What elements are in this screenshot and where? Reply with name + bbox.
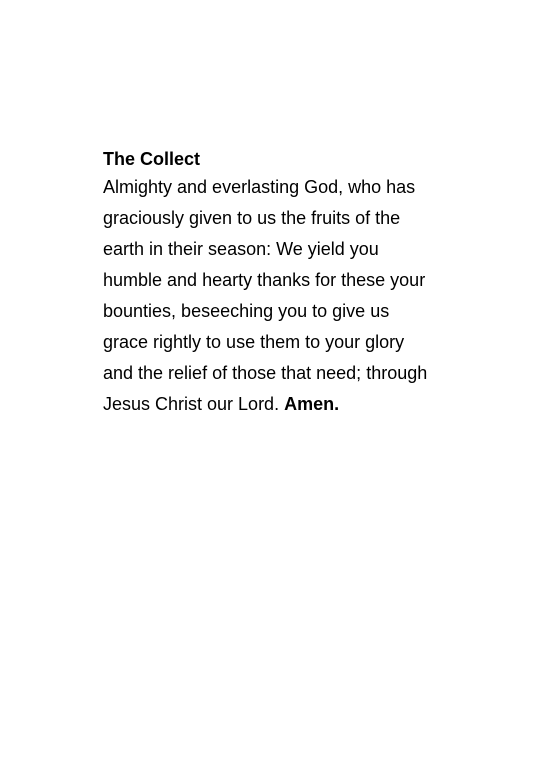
collect-block	[103, 146, 503, 420]
collect-line-3: earth in their season: We yield you	[103, 239, 379, 259]
collect-line-1: Almighty and everlasting God, who has	[103, 177, 416, 197]
collect-line-8	[103, 389, 503, 420]
collect-line-6: grace rightly to use them to your glory	[103, 332, 405, 352]
collect-line-7: and the relief of those that need; through	[103, 363, 428, 383]
collect-line-8-text: Jesus Christ our Lord.	[103, 394, 280, 414]
collect-line-2: graciously given to us the fruits of the	[103, 208, 401, 228]
amen-closing: Amen.	[284, 394, 340, 414]
collect-heading: The Collect	[103, 149, 201, 169]
collect-line-4: humble and hearty thanks for these your	[103, 270, 426, 290]
collect-line-5: bounties, beseeching you to give us	[103, 301, 390, 321]
